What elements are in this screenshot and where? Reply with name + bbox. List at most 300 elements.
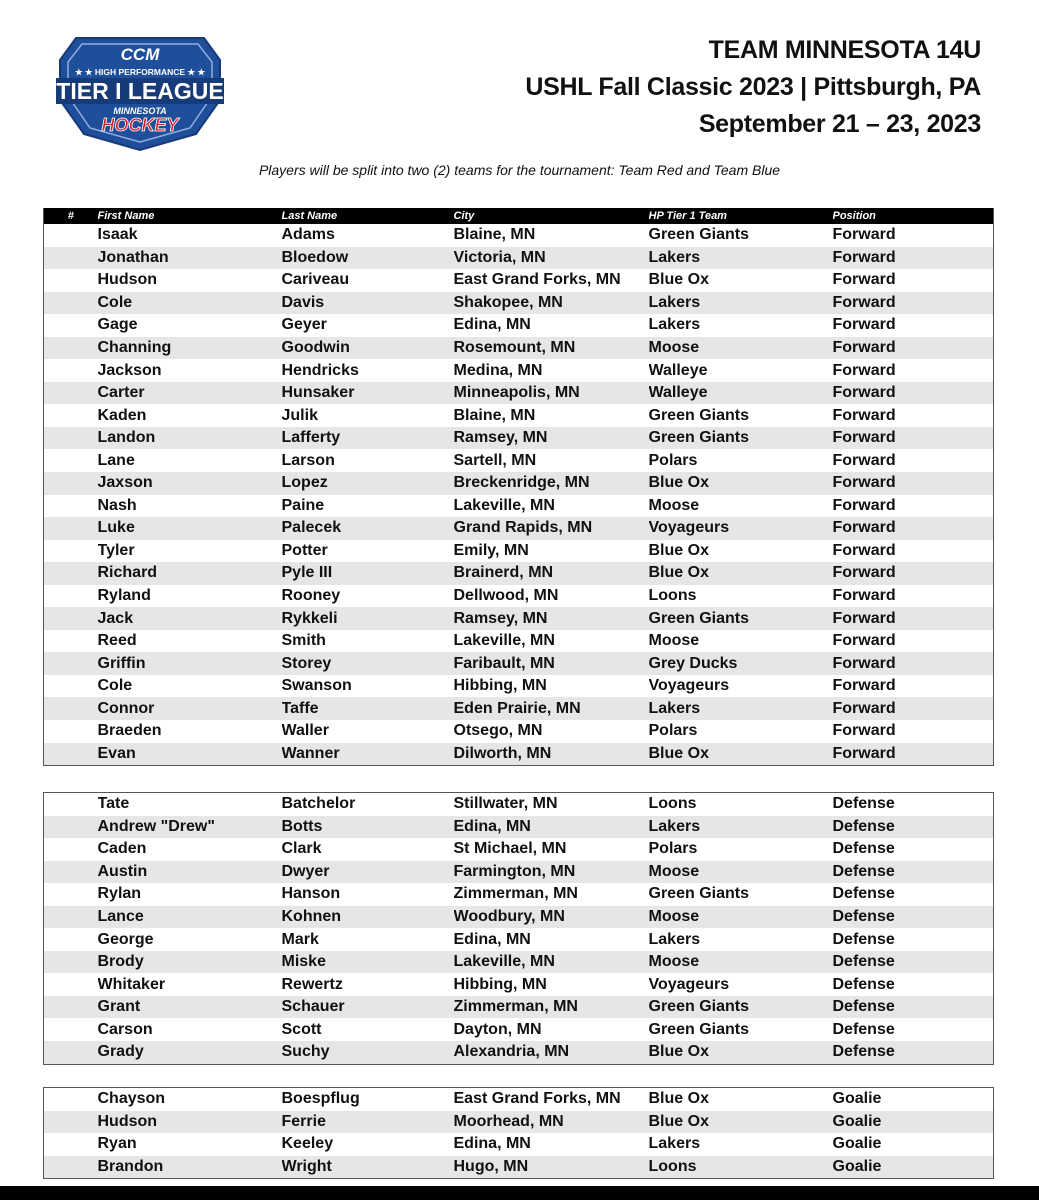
cell-position: Goalie xyxy=(832,1112,882,1130)
cell-team: Green Giants xyxy=(648,1020,749,1038)
cell-team: Loons xyxy=(648,587,697,605)
cell-position: Forward xyxy=(832,384,896,402)
cell-first-name: Whitaker xyxy=(97,975,166,993)
cell-team: Green Giants xyxy=(648,609,749,627)
cell-city: Victoria, MN xyxy=(453,248,546,266)
cell-team: Loons xyxy=(648,795,697,813)
svg-text:HOCKEY: HOCKEY xyxy=(101,115,179,135)
cell-city: Dellwood, MN xyxy=(453,587,559,605)
row-number-cell xyxy=(44,816,98,839)
cell-city: Alexandria, MN xyxy=(453,1043,570,1061)
cell-position: Forward xyxy=(832,361,896,379)
cell-position: Defense xyxy=(832,1043,895,1061)
cell-last-name: Dwyer xyxy=(281,862,330,880)
cell-last-name: Rykkeli xyxy=(281,609,338,627)
cell-last-name: Rewertz xyxy=(281,975,343,993)
cell-last-name: Davis xyxy=(281,293,325,311)
cell-first-name: Carson xyxy=(97,1020,153,1038)
cell-team: Polars xyxy=(648,722,698,740)
cell-first-name: Grady xyxy=(97,1043,144,1061)
cell-first-name: Caden xyxy=(97,840,147,858)
row-number-cell xyxy=(44,359,98,382)
cell-last-name: Potter xyxy=(281,541,328,559)
cell-team: Blue Ox xyxy=(648,541,709,559)
cell-position: Goalie xyxy=(832,1135,882,1153)
cell-position: Forward xyxy=(832,339,896,356)
cell-position: Defense xyxy=(832,840,895,858)
cell-city: East Grand Forks, MN xyxy=(453,1090,621,1108)
cell-position: Defense xyxy=(832,975,895,993)
cell-first-name: Grant xyxy=(97,998,141,1016)
cell-last-name: Kohnen xyxy=(281,908,342,925)
cell-position: Forward xyxy=(832,744,896,762)
row-number-cell xyxy=(44,517,98,540)
cell-first-name: Luke xyxy=(97,519,135,537)
row-number-cell xyxy=(44,269,98,292)
cell-city: Medina, MN xyxy=(453,361,543,379)
row-number-cell xyxy=(44,292,98,315)
cell-position: Forward xyxy=(832,293,896,311)
cell-first-name: Isaak xyxy=(97,226,138,244)
cell-position: Forward xyxy=(832,316,896,334)
cell-team: Lakers xyxy=(648,248,701,266)
table-row xyxy=(44,630,994,653)
cell-city: Shakopee, MN xyxy=(453,293,563,311)
goalies-table xyxy=(43,1087,994,1179)
cell-city: Farmington, MN xyxy=(453,862,576,880)
row-number-cell xyxy=(44,996,98,1019)
row-number-cell xyxy=(44,793,98,816)
cell-city: Edina, MN xyxy=(453,930,531,948)
cell-first-name: Cole xyxy=(97,293,133,311)
row-number-cell xyxy=(44,928,98,951)
cell-team: Voyageurs xyxy=(648,677,730,695)
table-row xyxy=(44,743,994,766)
cell-first-name: Hudson xyxy=(97,271,158,289)
cell-last-name: Swanson xyxy=(281,677,352,695)
cell-first-name: Brody xyxy=(97,953,144,971)
cell-first-name: Austin xyxy=(97,862,148,880)
cell-city: Otsego, MN xyxy=(453,722,543,740)
cell-team: Green Giants xyxy=(648,429,749,447)
cell-team: Voyageurs xyxy=(648,519,730,537)
cell-city: Breckenridge, MN xyxy=(453,474,590,492)
cell-team: Blue Ox xyxy=(648,1090,709,1108)
cell-first-name: Brandon xyxy=(97,1157,164,1175)
row-number-cell xyxy=(44,472,98,495)
cell-last-name: Storey xyxy=(281,654,332,672)
cell-team: Blue Ox xyxy=(648,564,709,582)
cell-city: Faribault, MN xyxy=(453,654,555,672)
row-number-cell xyxy=(44,1088,98,1111)
cell-first-name: Richard xyxy=(97,564,158,582)
table-row xyxy=(44,1133,994,1156)
row-number-cell xyxy=(44,562,98,585)
table-row xyxy=(44,1156,994,1179)
team-split-note: Players will be split into two (2) teams for the tournament: Team Red and Team Blue xyxy=(258,162,781,178)
cell-position: Forward xyxy=(832,519,896,537)
cell-first-name: Ryland xyxy=(97,587,151,605)
cell-last-name: Goodwin xyxy=(281,339,350,356)
cell-city: Dilworth, MN xyxy=(453,744,552,762)
cell-first-name: Jack xyxy=(97,609,134,627)
svg-text:MINNESOTA: MINNESOTA xyxy=(113,106,167,116)
cell-team: Moose xyxy=(648,339,700,356)
cell-team: Blue Ox xyxy=(648,474,709,492)
cell-city: Hugo, MN xyxy=(453,1157,529,1175)
table-row xyxy=(44,314,994,337)
table-row xyxy=(44,517,994,540)
row-number-cell xyxy=(44,652,98,675)
cell-city: Blaine, MN xyxy=(453,406,536,424)
cell-first-name: Lane xyxy=(97,451,135,469)
cell-city: St Michael, MN xyxy=(453,840,567,858)
row-number-cell xyxy=(44,1156,98,1179)
row-number-cell xyxy=(44,838,98,861)
cell-team: Lakers xyxy=(648,817,701,835)
cell-position: Defense xyxy=(832,953,895,971)
table-row xyxy=(44,224,994,247)
cell-team: Moose xyxy=(648,908,700,925)
cell-first-name: Jaxson xyxy=(97,474,153,492)
row-number-cell xyxy=(44,906,98,929)
table-row xyxy=(44,793,994,816)
cell-city: Zimmerman, MN xyxy=(453,885,578,903)
cell-city: Eden Prairie, MN xyxy=(453,699,581,717)
table-row xyxy=(44,928,994,951)
cell-team: Lakers xyxy=(648,1135,701,1153)
cell-last-name: Boespflug xyxy=(281,1090,360,1108)
cell-first-name: Andrew "Drew" xyxy=(97,817,215,835)
table-row xyxy=(44,495,994,518)
cell-team: Blue Ox xyxy=(648,1043,709,1061)
cell-position: Defense xyxy=(832,862,895,880)
cell-last-name: Rooney xyxy=(281,587,341,605)
cell-position: Defense xyxy=(832,998,895,1016)
cell-last-name: Bloedow xyxy=(281,248,349,266)
table-row xyxy=(44,269,994,292)
cell-city: Lakeville, MN xyxy=(453,496,555,514)
cell-city: Sartell, MN xyxy=(453,451,537,469)
cell-last-name: Adams xyxy=(281,226,335,244)
cell-team: Green Giants xyxy=(648,885,749,903)
cell-team: Green Giants xyxy=(648,226,749,244)
cell-position: Forward xyxy=(832,271,896,289)
cell-position: Defense xyxy=(832,930,895,948)
cell-first-name: Lance xyxy=(97,908,144,925)
cell-position: Forward xyxy=(832,609,896,627)
cell-team: Moose xyxy=(648,862,700,880)
cell-position: Defense xyxy=(832,795,895,813)
row-number-cell xyxy=(44,1133,98,1156)
event-title: USHL Fall Classic 2023 | Pittsburgh, PA xyxy=(525,73,981,101)
forwards-table xyxy=(43,208,994,766)
cell-city: Brainerd, MN xyxy=(453,564,554,582)
cell-first-name: Rylan xyxy=(97,885,142,903)
cell-team: Walleye xyxy=(648,384,708,402)
cell-team: Voyageurs xyxy=(648,975,730,993)
tier-one-league-logo xyxy=(56,30,224,152)
cell-team: Walleye xyxy=(648,361,708,379)
cell-team: Grey Ducks xyxy=(648,654,738,672)
table-row xyxy=(44,427,994,450)
cell-position: Forward xyxy=(832,587,896,605)
cell-last-name: Hendricks xyxy=(281,361,359,379)
table-row xyxy=(44,697,994,720)
cell-position: Defense xyxy=(832,817,895,835)
cell-first-name: Kaden xyxy=(97,406,147,424)
team-title: TEAM MINNESOTA 14U xyxy=(708,36,981,64)
cell-city: Zimmerman, MN xyxy=(453,998,578,1016)
cell-last-name: Lopez xyxy=(281,474,328,492)
cell-last-name: Clark xyxy=(281,840,322,858)
svg-text:CCM: CCM xyxy=(120,45,160,64)
cell-city: Edina, MN xyxy=(453,817,531,835)
cell-team: Polars xyxy=(648,840,698,858)
table-row xyxy=(44,449,994,472)
cell-first-name: Connor xyxy=(97,699,155,717)
cell-last-name: Botts xyxy=(281,817,323,835)
table-row xyxy=(44,816,994,839)
bottom-border xyxy=(0,1186,1039,1200)
col-number: # xyxy=(67,210,74,222)
row-number-cell xyxy=(44,337,98,360)
cell-team: Loons xyxy=(648,1157,697,1175)
cell-last-name: Suchy xyxy=(281,1043,330,1061)
cell-last-name: Mark xyxy=(281,930,319,948)
row-number-cell xyxy=(44,883,98,906)
row-number-cell xyxy=(44,973,98,996)
cell-first-name: Cole xyxy=(97,677,133,695)
cell-first-name: Evan xyxy=(97,744,136,762)
row-number-cell xyxy=(44,382,98,405)
cell-first-name: Ryan xyxy=(97,1135,137,1153)
cell-position: Forward xyxy=(832,632,896,650)
event-dates: September 21 – 23, 2023 xyxy=(698,110,981,138)
cell-first-name: George xyxy=(97,930,154,948)
cell-team: Blue Ox xyxy=(648,744,709,762)
table-row xyxy=(44,973,994,996)
cell-team: Lakers xyxy=(648,316,701,334)
table-row xyxy=(44,1018,994,1041)
cell-position: Forward xyxy=(832,677,896,695)
cell-city: Ramsey, MN xyxy=(453,609,548,627)
cell-city: Lakeville, MN xyxy=(453,953,555,971)
cell-first-name: Reed xyxy=(97,632,137,650)
row-number-cell xyxy=(44,585,98,608)
cell-last-name: Cariveau xyxy=(281,271,350,289)
table-row xyxy=(44,540,994,563)
cell-last-name: Wanner xyxy=(281,744,340,762)
table-row xyxy=(44,562,994,585)
table-row xyxy=(44,720,994,743)
cell-city: Hibbing, MN xyxy=(453,677,547,695)
row-number-cell xyxy=(44,540,98,563)
cell-last-name: Waller xyxy=(281,722,329,740)
cell-last-name: Scott xyxy=(281,1020,322,1038)
cell-team: Polars xyxy=(648,451,698,469)
cell-team: Moose xyxy=(648,496,700,514)
cell-position: Goalie xyxy=(832,1157,882,1175)
cell-team: Green Giants xyxy=(648,406,749,424)
table-row xyxy=(44,1088,994,1111)
row-number-cell xyxy=(44,427,98,450)
table-row xyxy=(44,359,994,382)
cell-last-name: Julik xyxy=(281,406,318,424)
cell-first-name: Nash xyxy=(97,496,137,514)
table-header-row xyxy=(44,208,994,224)
row-number-cell xyxy=(44,1018,98,1041)
cell-position: Defense xyxy=(832,908,895,925)
col-city: City xyxy=(453,210,475,222)
cell-first-name: Braeden xyxy=(97,722,162,740)
row-number-cell xyxy=(44,449,98,472)
row-number-cell xyxy=(44,314,98,337)
row-number-cell xyxy=(44,1041,98,1064)
cell-position: Forward xyxy=(832,451,896,469)
table-row xyxy=(44,337,994,360)
cell-city: Moorhead, MN xyxy=(453,1112,564,1130)
cell-team: Lakers xyxy=(648,293,701,311)
cell-last-name: Pyle III xyxy=(281,564,333,582)
cell-last-name: Paine xyxy=(281,496,325,514)
row-number-cell xyxy=(44,247,98,270)
cell-team: Moose xyxy=(648,953,700,971)
row-number-cell xyxy=(44,607,98,630)
cell-last-name: Smith xyxy=(281,632,326,650)
table-row xyxy=(44,652,994,675)
cell-city: East Grand Forks, MN xyxy=(453,271,621,289)
row-number-cell xyxy=(44,861,98,884)
col-first-name: First Name xyxy=(97,210,155,222)
row-number-cell xyxy=(44,675,98,698)
table-row xyxy=(44,1041,994,1064)
document-header xyxy=(525,32,981,143)
cell-last-name: Miske xyxy=(281,953,326,971)
table-row xyxy=(44,247,994,270)
table-row xyxy=(44,382,994,405)
cell-city: Lakeville, MN xyxy=(453,632,555,650)
cell-city: Hibbing, MN xyxy=(453,975,547,993)
svg-text:★ ★ HIGH PERFORMANCE ★ ★: ★ ★ HIGH PERFORMANCE ★ ★ xyxy=(74,67,206,77)
table-row xyxy=(44,996,994,1019)
svg-text:TIER I LEAGUE: TIER I LEAGUE xyxy=(56,78,224,104)
cell-team: Lakers xyxy=(648,699,701,717)
cell-last-name: Larson xyxy=(281,451,335,469)
cell-last-name: Palecek xyxy=(281,519,342,537)
table-row xyxy=(44,883,994,906)
cell-last-name: Schauer xyxy=(281,998,345,1016)
table-row xyxy=(44,292,994,315)
cell-city: Edina, MN xyxy=(453,1135,531,1153)
defense-table xyxy=(43,792,994,1065)
cell-team: Blue Ox xyxy=(648,271,709,289)
col-team: HP Tier 1 Team xyxy=(648,210,727,222)
cell-position: Goalie xyxy=(832,1090,882,1108)
cell-team: Lakers xyxy=(648,930,701,948)
cell-first-name: Tate xyxy=(97,795,130,813)
cell-position: Forward xyxy=(832,474,896,492)
cell-last-name: Lafferty xyxy=(281,429,341,447)
cell-city: Minneapolis, MN xyxy=(453,384,580,402)
col-last-name: Last Name xyxy=(281,210,338,222)
row-number-cell xyxy=(44,1111,98,1134)
cell-first-name: Tyler xyxy=(97,541,135,559)
cell-last-name: Geyer xyxy=(281,316,327,334)
cell-first-name: Jonathan xyxy=(97,248,169,266)
cell-city: Dayton, MN xyxy=(453,1020,542,1038)
cell-first-name: Landon xyxy=(97,429,156,447)
cell-position: Forward xyxy=(832,226,896,244)
cell-city: Stillwater, MN xyxy=(453,795,558,813)
cell-city: Woodbury, MN xyxy=(453,908,565,925)
cell-position: Defense xyxy=(832,885,895,903)
cell-position: Forward xyxy=(832,564,896,582)
cell-city: Ramsey, MN xyxy=(453,429,548,447)
row-number-cell xyxy=(44,743,98,766)
table-row xyxy=(44,472,994,495)
cell-position: Forward xyxy=(832,248,896,266)
cell-first-name: Griffin xyxy=(97,654,146,672)
table-row xyxy=(44,585,994,608)
cell-team: Green Giants xyxy=(648,998,749,1016)
row-number-cell xyxy=(44,404,98,427)
row-number-cell xyxy=(44,951,98,974)
row-number-cell xyxy=(44,224,98,247)
row-number-cell xyxy=(44,697,98,720)
cell-first-name: Channing xyxy=(97,339,172,356)
cell-city: Edina, MN xyxy=(453,316,531,334)
cell-last-name: Taffe xyxy=(281,699,319,717)
cell-first-name: Carter xyxy=(97,384,145,402)
table-row xyxy=(44,675,994,698)
cell-position: Forward xyxy=(832,699,896,717)
cell-last-name: Hunsaker xyxy=(281,384,355,402)
cell-position: Forward xyxy=(832,496,896,514)
table-row xyxy=(44,1111,994,1134)
cell-last-name: Keeley xyxy=(281,1135,334,1153)
cell-city: Grand Rapids, MN xyxy=(453,519,593,537)
cell-position: Defense xyxy=(832,1020,895,1038)
row-number-cell xyxy=(44,630,98,653)
cell-team: Moose xyxy=(648,632,700,650)
cell-last-name: Ferrie xyxy=(281,1112,326,1130)
cell-city: Rosemount, MN xyxy=(453,339,576,356)
row-number-cell xyxy=(44,720,98,743)
cell-last-name: Hanson xyxy=(281,885,341,903)
cell-position: Forward xyxy=(832,722,896,740)
table-row xyxy=(44,404,994,427)
table-row xyxy=(44,607,994,630)
cell-last-name: Wright xyxy=(281,1157,332,1175)
cell-city: Emily, MN xyxy=(453,541,529,559)
cell-city: Blaine, MN xyxy=(453,226,536,244)
table-row xyxy=(44,861,994,884)
cell-last-name: Batchelor xyxy=(281,795,356,813)
cell-first-name: Gage xyxy=(97,316,138,334)
row-number-cell xyxy=(44,495,98,518)
cell-first-name: Hudson xyxy=(97,1112,158,1130)
table-row xyxy=(44,838,994,861)
cell-team: Blue Ox xyxy=(648,1112,709,1130)
cell-position: Forward xyxy=(832,429,896,447)
cell-position: Forward xyxy=(832,541,896,559)
cell-first-name: Jackson xyxy=(97,361,162,379)
col-position: Position xyxy=(832,210,876,222)
table-row xyxy=(44,951,994,974)
cell-position: Forward xyxy=(832,654,896,672)
table-row xyxy=(44,906,994,929)
